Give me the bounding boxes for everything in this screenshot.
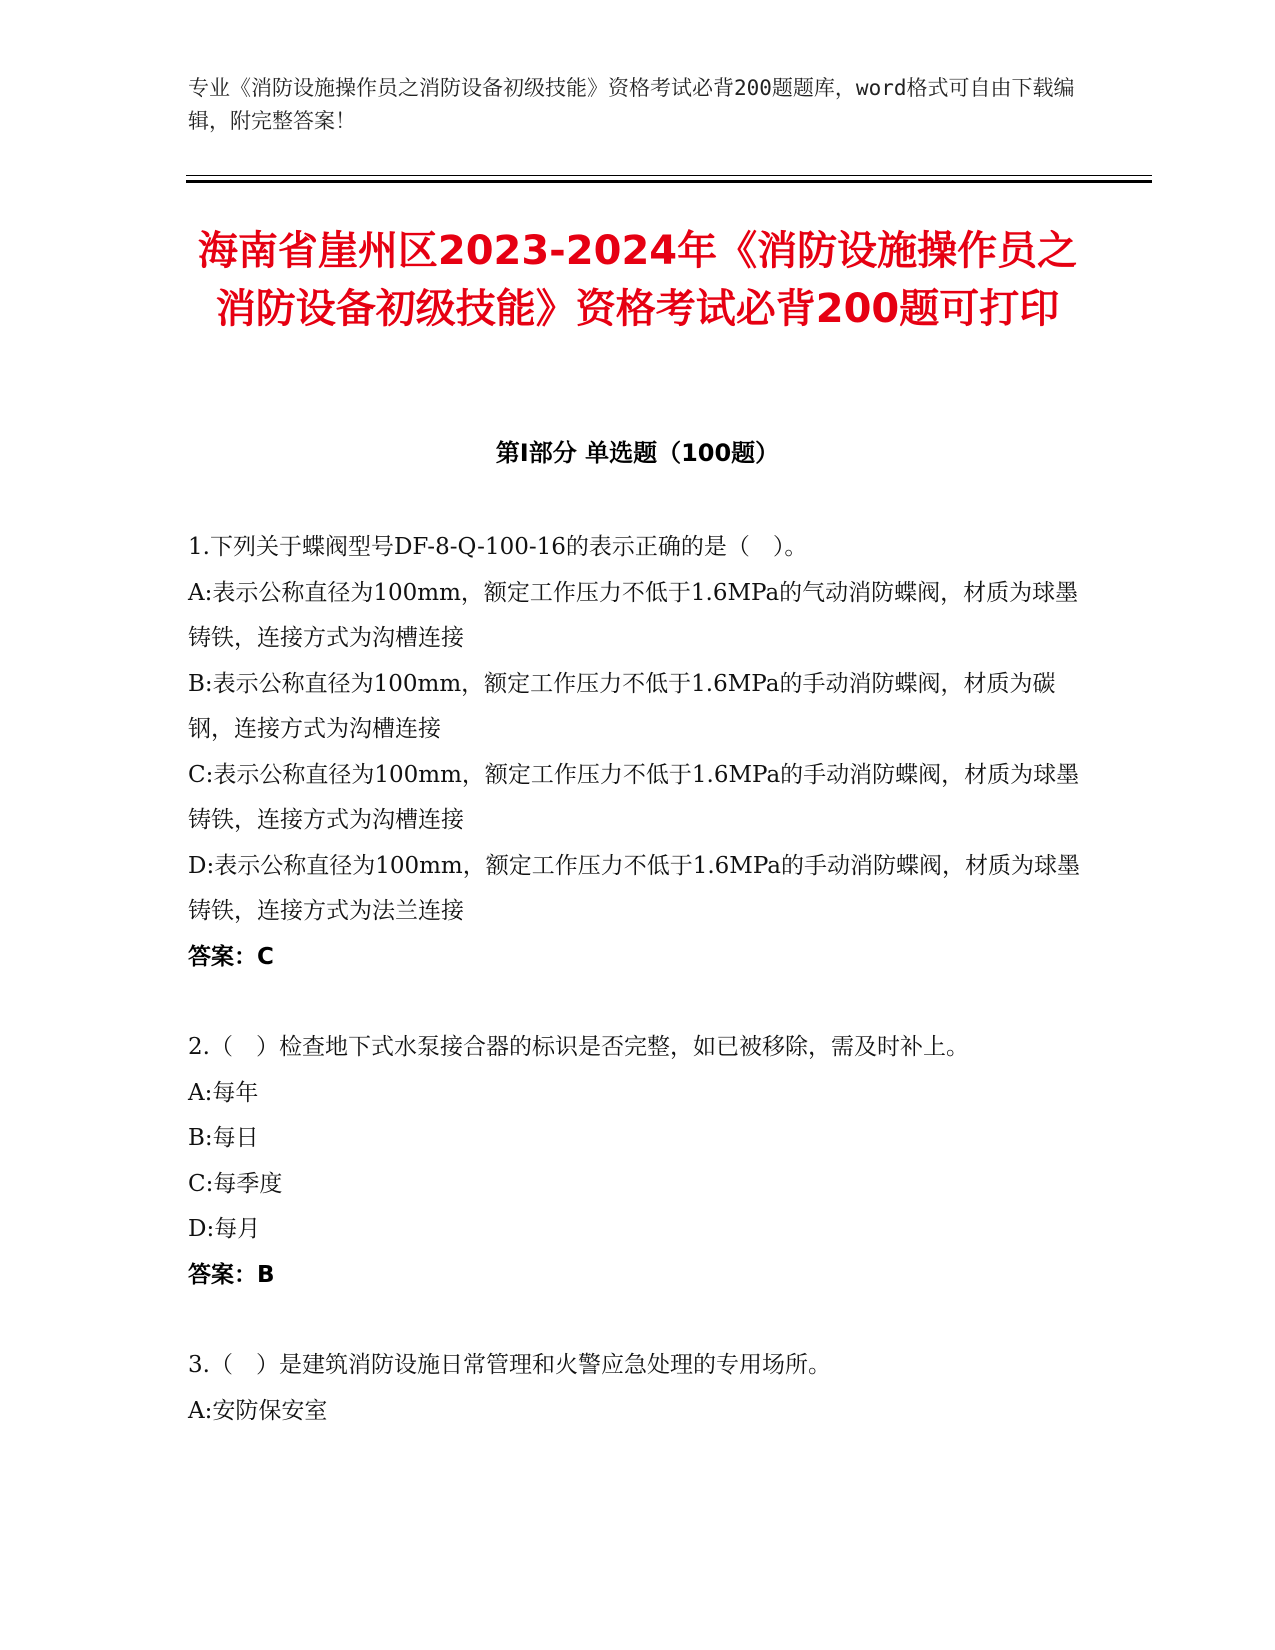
option-d: [188, 1207, 1088, 1253]
question-stem: 1.下列关于蝶阀型号DF-8-Q-100-16的表示正确的是（ ）。: [188, 534, 808, 560]
option-label: A:: [188, 1397, 213, 1424]
option-label: D:: [188, 1216, 215, 1242]
option-b: [188, 1116, 1088, 1162]
option-label: A:: [188, 579, 213, 606]
option-text: 每日: [212, 1125, 259, 1151]
header-divider-thick: [186, 180, 1152, 183]
option-label: C:: [188, 761, 214, 788]
section-title: 第Ⅰ部分 单选题（100题）: [495, 439, 780, 467]
option-c: [188, 1162, 1088, 1208]
answer: 答案：B: [188, 1261, 275, 1288]
option-text: 每月: [214, 1216, 261, 1242]
question-list: [188, 525, 1088, 1479]
option-text: 表示公称直径为100mm，额定工作压力不低于1.6MPa的气动消防蝶阀，材质为球墨铸铁，连接方式为沟槽连接: [188, 579, 1079, 651]
option-a: [188, 1389, 1088, 1435]
option-d: [188, 844, 1088, 935]
option-text: 表示公称直径为100mm，额定工作压力不低于1.6MPa的手动消防蝶阀，材质为碳钢，连接方式为沟槽连接: [188, 670, 1056, 742]
option-c: [188, 753, 1088, 844]
question-3: [188, 1343, 1088, 1434]
option-text: 表示公称直径为100mm，额定工作压力不低于1.6MPa的手动消防蝶阀，材质为球墨铸铁，连接方式为法兰连接: [188, 852, 1081, 924]
header-note: 专业《消防设施操作员之消防设备初级技能》资格考试必背200题题库，word格式可自由下载编辑，附完整答案！: [188, 76, 1075, 133]
option-a: [188, 1071, 1088, 1117]
option-text: 每季度: [213, 1170, 283, 1197]
option-text: 表示公称直径为100mm，额定工作压力不低于1.6MPa的手动消防蝶阀，材质为球墨铸铁，连接方式为沟槽连接: [188, 761, 1080, 833]
option-label: D:: [188, 852, 215, 879]
question-1: [188, 525, 1088, 980]
option-label: A:: [188, 1079, 213, 1106]
option-label: B:: [188, 670, 213, 697]
question-stem: 3.（ ）是建筑消防设施日常管理和火警应急处理的专用场所。: [188, 1352, 831, 1378]
question-2: [188, 1025, 1088, 1298]
option-text: 每年: [212, 1079, 259, 1106]
answer: 答案：C: [188, 943, 274, 970]
question-stem: 2.（ ）检查地下式水泵接合器的标识是否完整，如已被移除，需及时补上。: [188, 1034, 969, 1060]
header-divider-thin: [186, 175, 1152, 176]
option-label: B:: [188, 1125, 213, 1151]
option-b: [188, 662, 1088, 753]
option-label: C:: [188, 1170, 214, 1197]
option-a: [188, 571, 1088, 662]
option-text: 安防保安室: [212, 1397, 328, 1424]
document-title: 海南省崖州区2023-2024年《消防设施操作员之消防设备初级技能》资格考试必背200题可打印: [197, 228, 1078, 332]
